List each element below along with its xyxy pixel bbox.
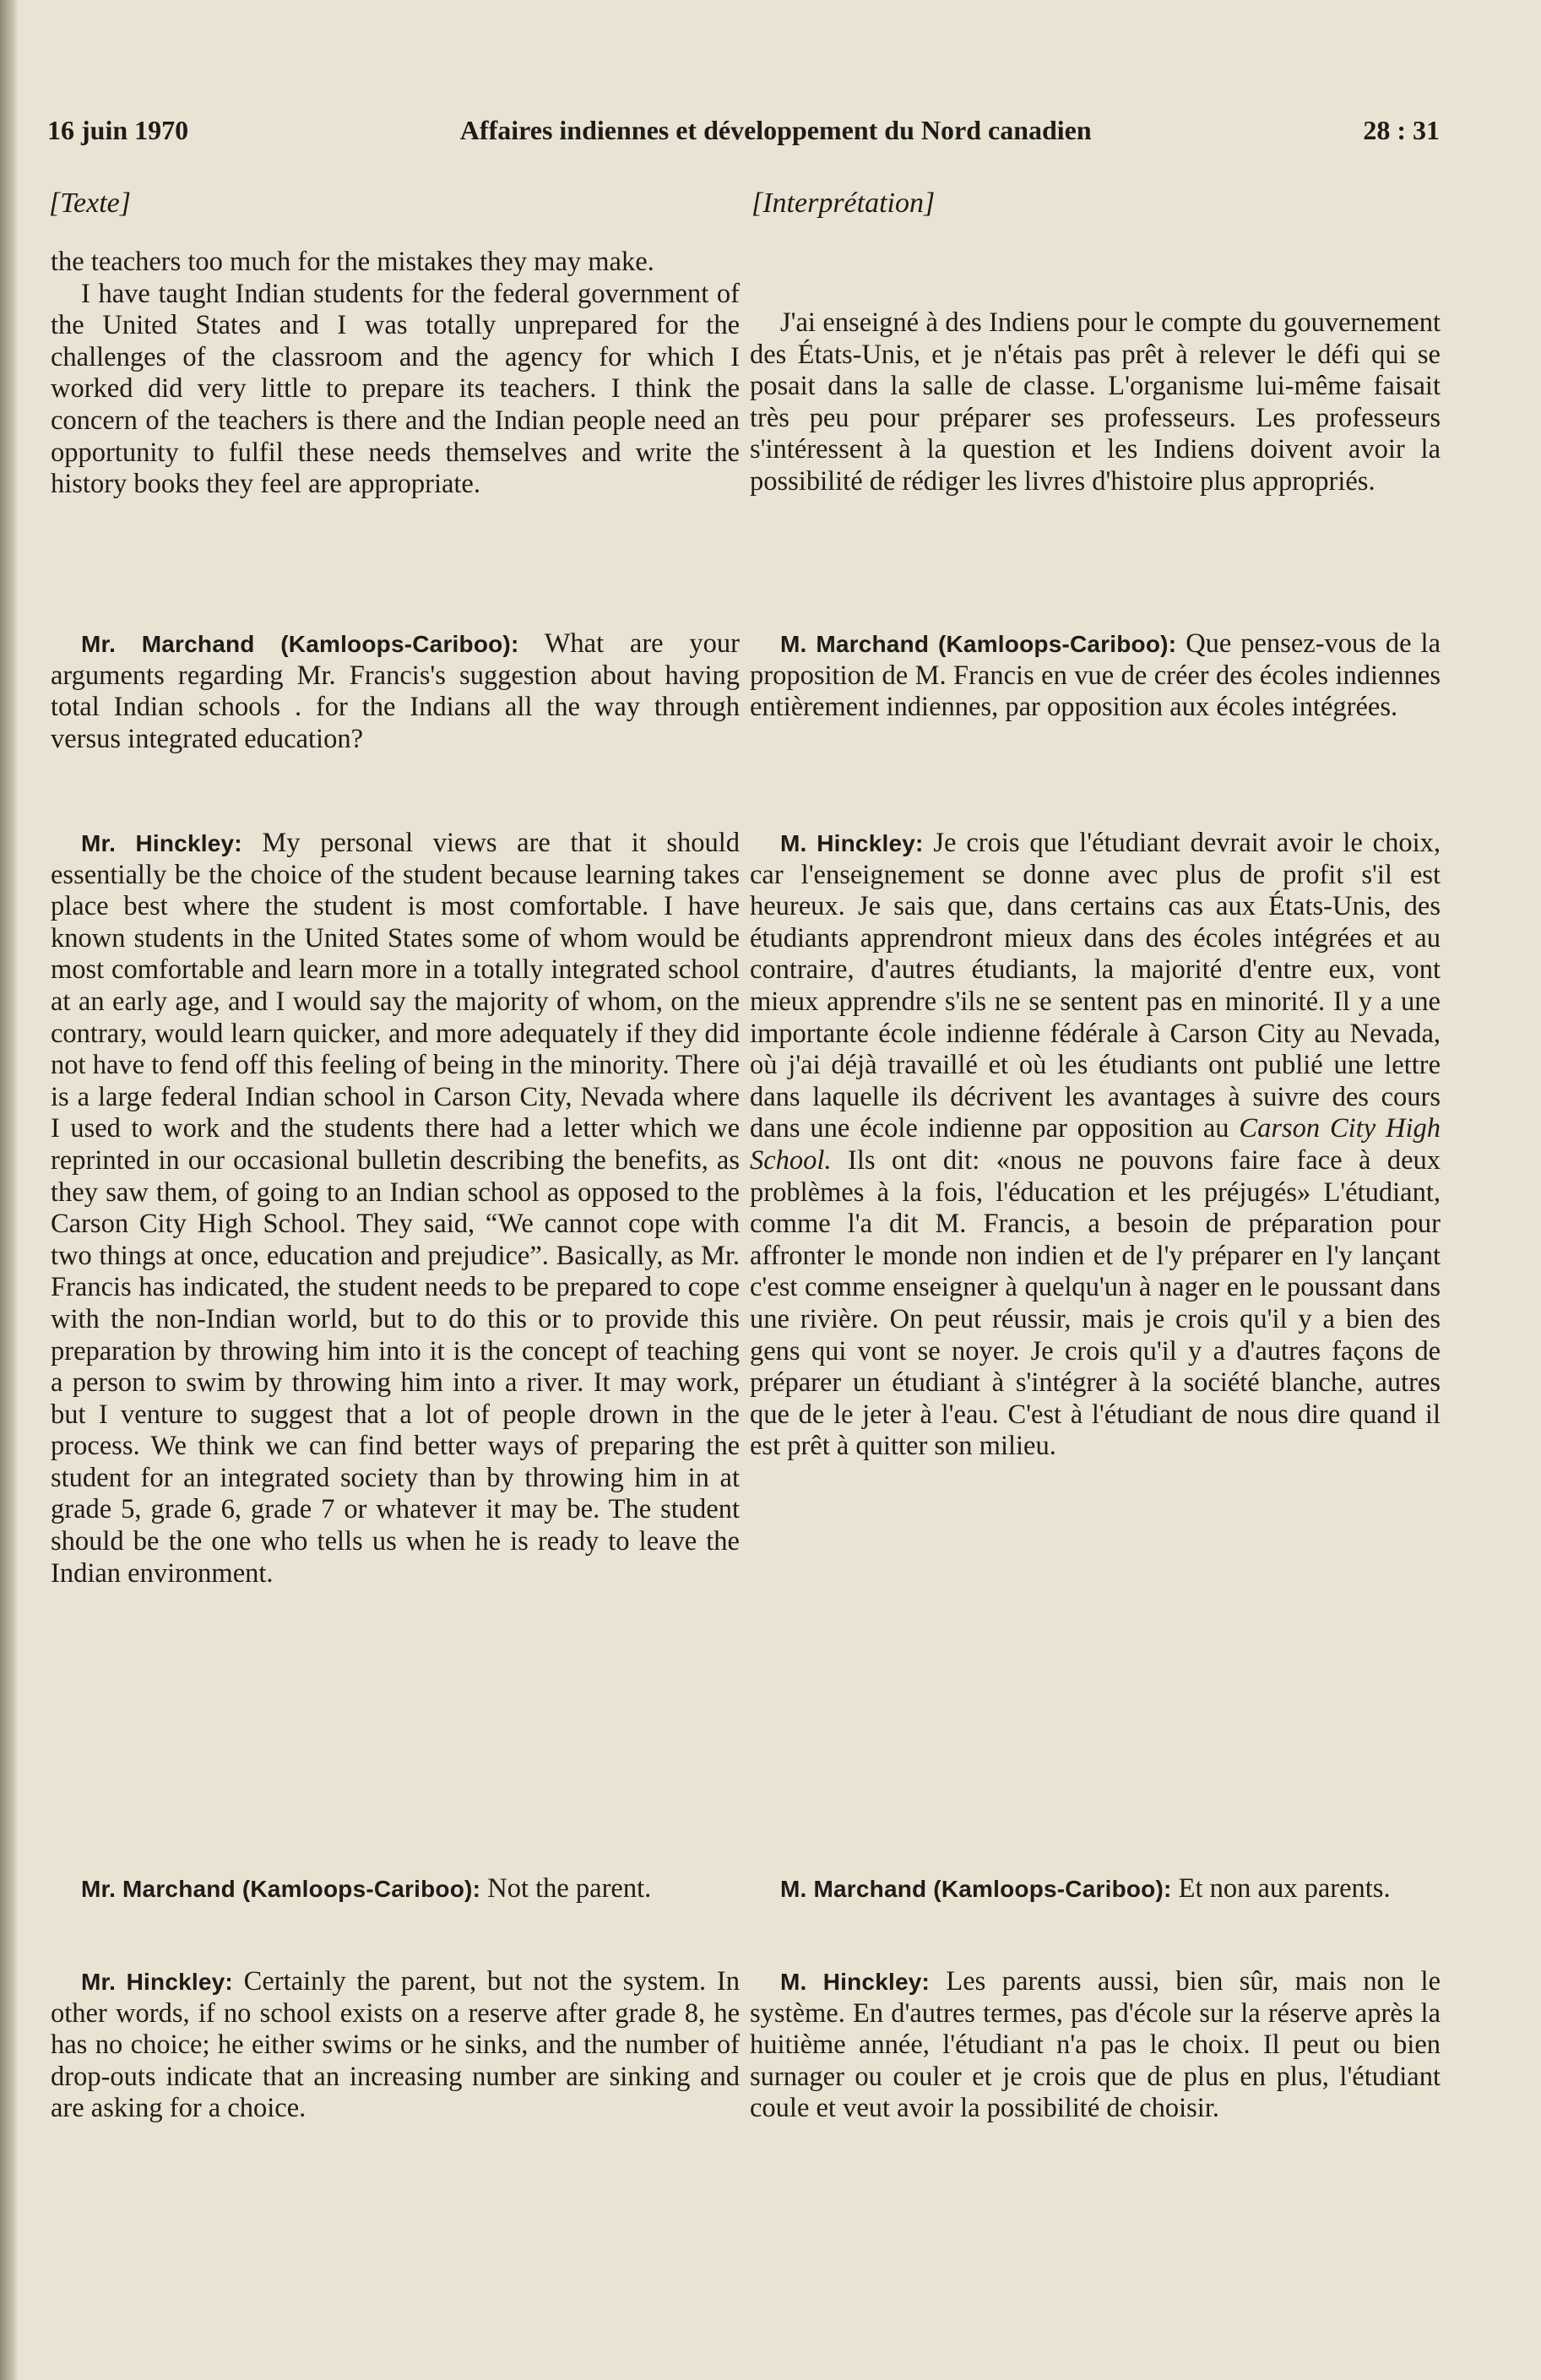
right-exchange-1	[750, 628, 1441, 724]
speaker-marchand: Mr. Marchand (Kamloops-Cariboo):	[81, 631, 519, 657]
left-answer-2: Certainly the parent, but not the system. In other words, if no school exists on a reserve after grade 8, he has no choice; he either swims or he sinks, and the number of drop-outs indicate that an increasing number are sinking and are asking for a choice.	[51, 1966, 740, 2124]
speaker-marchand-fr: M. Marchand (Kamloops-Cariboo):	[780, 631, 1177, 657]
left-exchange-4	[51, 1966, 740, 2125]
right-question-2: Et non aux parents.	[1178, 1873, 1391, 1904]
speaker-hinckley: Mr. Hinckley:	[81, 830, 242, 856]
header-title: Affaires indiennes et développement du Nord canadien	[459, 115, 1092, 145]
header-date: 16 juin 1970	[47, 115, 189, 145]
speaker-hinckley-fr: M. Hinckley:	[780, 830, 924, 856]
left-exchange-1	[51, 628, 740, 755]
left-question-1: What are your arguments regarding Mr. Francis's suggestion about having total Indian schools . for the Indians all the way through versus integrated education?	[51, 628, 740, 754]
right-question-1: Que pensez-vous de la proposition de M. Francis en vue de créer des écoles indiennes entièrement indiennes, par opposition aux écoles intégrées.	[750, 628, 1441, 723]
speaker-hinckley-fr: M. Hinckley:	[780, 1969, 931, 1995]
page-binding-edge	[0, 0, 19, 2380]
right-exchange-2	[750, 828, 1441, 1463]
label-texte: [Texte]	[49, 187, 131, 219]
right-paragraph-1	[750, 307, 1441, 498]
label-interpretation: [Interprétation]	[752, 187, 936, 219]
right-exchange-4	[750, 1966, 1441, 2125]
speaker-marchand-fr: M. Marchand (Kamloops-Cariboo):	[780, 1876, 1172, 1902]
right-answer-1a: Je crois que l'étudiant devrait avoir le choix, car l'enseignement se donne avec plus de profit s'il est heureux. Je sais que, dans certains cas aux États-Unis, des étudiants apprendront mieux dans des écoles intégrées et au contraire, d'autres étudiants, la majorité d'entre eux, vont mieux apprendre s'ils ne se sentent pas en minorité. Il y a une importante école indienne fédérale à Carson City au Nevada, où j'ai déjà travaillé et où les étudiants ont publié une lettre dans laquelle ils décrivent les avantages à suivre des cours dans une école indienne par opposition au	[750, 828, 1441, 1144]
left-paragraph-1: the teachers too much for the mistakes they may make.	[51, 247, 654, 277]
left-question-2: Not the parent.	[487, 1873, 652, 1904]
header-page-number: 28 : 31	[1363, 115, 1440, 145]
right-exchange-3	[750, 1873, 1441, 1905]
right-answer-2: Les parents aussi, bien sûr, mais non le système. En d'autres termes, pas d'école sur la réserve après la huitième année, l'étudiant n'a pas le choix. Il peut ou bien surnager ou couler et je crois que de plus en plus, l'étudiant coule et veut avoir la possibilité de choisir.	[750, 1966, 1441, 2124]
left-paragraph-2: I have taught Indian students for the federal government of the United States and I was totally unprepared for the challenges of the classroom and the agency for which I worked did very little to prepare its teachers. I think the concern of the teachers is there and the Indian people need an opportunity to fulfil these needs themselves and write the history books they feel are appropriate.	[51, 278, 740, 500]
speaker-marchand: Mr. Marchand (Kamloops-Cariboo):	[81, 1876, 481, 1902]
speaker-hinckley: Mr. Hinckley:	[81, 1969, 233, 1995]
right-answer-1-school-name: Carson City High School.	[750, 1113, 1441, 1176]
page-header	[47, 115, 1440, 146]
right-answer-1b: Ils ont dit: «nous ne pouvons faire face à deux problèmes à la fois, l'éducation et les préjugés» L'étudiant, comme l'a dit M. Francis, a besoin de préparation pour affronter le monde non indien et de l'y préparer en l'y lançant c'est comme enseigner à quelqu'un à nager en le poussant dans une rivière. On peut réussir, mais je crois qu'il y a bien des gens qui vont se noyer. Je crois qu'il y a d'autres façons de préparer un étudiant à s'intégrer à la société blanche, autres que de le jeter à l'eau. C'est à l'étudiant de nous dire quand il est prêt à quitter son milieu.	[750, 1144, 1441, 1462]
left-para-continued	[51, 247, 740, 501]
left-exchange-3	[51, 1873, 740, 1905]
left-answer-1: My personal views are that it should essentially be the choice of the student because learning takes place best where the student is most comfortable. I have known students in the United States some of whom would be most comfortable and learn more in a totally integrated school at an early age, and I would say the majority of whom, on the contrary, would learn quicker, and more adequately if they did not have to fend off this feeling of being in the minority. There is a large federal Indian school in Carson City, Nevada where I used to work and the students there had a letter which we reprinted in our occasional bulletin describing the benefits, as they saw them, of going to an Indian school as opposed to the Carson City High School. They said, “We cannot cope with two things at once, education and prejudice”. Basically, as Mr. Francis has indicated, the student needs to be prepared to cope with the non-Indian world, but to do this or to provide this preparation by throwing him into it is the concept of teaching a person to swim by throwing him into a river. It may work, but I venture to suggest that a lot of people drown in the process. We think we can find better ways of preparing the student for an integrated society than by throwing him in at grade 5, grade 6, grade 7 or whatever it may be. The student should be the one who tells us when he is ready to leave the Indian environment.	[51, 828, 740, 1589]
left-exchange-2	[51, 828, 740, 1589]
right-paragraph-2: J'ai enseigné à des Indiens pour le compte du gouvernement des États-Unis, et je n'étais pas prêt à relever le défi qui se posait dans la salle de classe. L'organisme lui-même faisait très peu pour préparer ses professeurs. Les professeurs s'intéressent à la question et les Indiens doivent avoir la possibilité de rédiger les livres d'histoire plus appropriés.	[750, 307, 1441, 497]
